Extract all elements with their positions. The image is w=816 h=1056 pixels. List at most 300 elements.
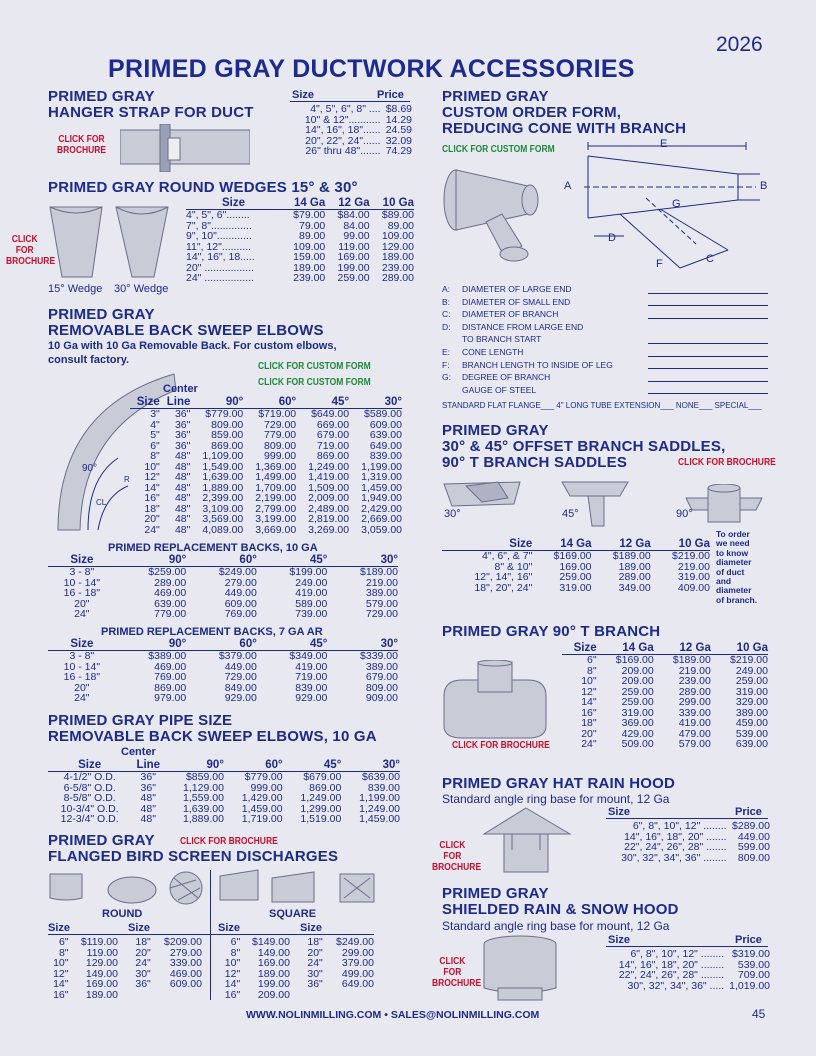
table-cell: 24" xyxy=(144,523,160,536)
table-cell: 12", 14", 16" xyxy=(474,571,533,583)
table-cell: 36" xyxy=(135,978,151,990)
table-cell: 649.00 xyxy=(369,439,402,452)
note-line: and xyxy=(716,576,732,587)
sweep-angle-label: 90° xyxy=(82,463,98,474)
table-cell: 8-5/8" O.D. xyxy=(63,792,116,804)
table-cell: $779.00 xyxy=(205,408,244,420)
table-row xyxy=(606,853,770,864)
column-header: 60° xyxy=(186,638,257,651)
table-cell: 1,549.00 xyxy=(202,460,244,473)
sweep-title-line1: PRIMED GRAY xyxy=(48,306,155,323)
definition-row xyxy=(442,296,772,309)
table-cell: 289.00 xyxy=(618,571,651,583)
definition-key: B: xyxy=(442,296,451,307)
table-cell: 24" xyxy=(581,738,597,750)
cone-image xyxy=(442,160,554,270)
table-cell: $649.00 xyxy=(311,408,350,420)
table-cell: 4,089.00 xyxy=(202,523,244,536)
table-cell: 249.00 xyxy=(295,576,328,589)
table-cell: 259.00 xyxy=(337,272,370,284)
table-cell: 4", 5", 6"........ xyxy=(186,209,250,221)
table-cell: 1,639.00 xyxy=(183,802,224,815)
sweep-desc-line2: consult factory. xyxy=(48,354,130,366)
pipe-title-line1: PRIMED GRAY PIPE SIZE xyxy=(48,712,233,729)
table-cell: 2,399.00 xyxy=(202,492,244,504)
hanger-brochure-link[interactable]: CLICK FOR BROCHURE xyxy=(56,134,107,156)
column-header: 12 Ga xyxy=(592,538,651,551)
table-cell: 469.00 xyxy=(169,967,202,980)
table-row xyxy=(130,430,402,441)
table-cell: 809.00 xyxy=(365,681,398,694)
table-cell: $589.00 xyxy=(364,408,402,420)
table-cell: 869.00 xyxy=(154,681,187,694)
tbranch-title: PRIMED GRAY 90° T BRANCH xyxy=(442,623,661,640)
table-row xyxy=(562,697,768,708)
table-cell: 169.00 xyxy=(85,978,118,990)
table-cell: 419.00 xyxy=(295,660,328,673)
table-cell: 30", 32", 34", 36" ........ xyxy=(621,851,727,864)
bird-square-label: SQUARE xyxy=(269,908,317,920)
column-header: Size xyxy=(186,197,281,210)
note-line: diameter xyxy=(716,557,752,568)
table-row xyxy=(290,125,412,136)
blank-fill-line[interactable] xyxy=(648,393,768,394)
note-line: of duct xyxy=(716,566,745,577)
table-cell: 18" xyxy=(307,936,323,948)
table-cell: 36" xyxy=(140,781,156,794)
wedges-brochure-link[interactable]: CLICK FOR BROCHURE xyxy=(6,234,56,267)
hat-size-header: Size xyxy=(608,806,631,818)
table-cell: 449.00 xyxy=(224,587,257,599)
column-header: Size xyxy=(130,396,160,409)
table-cell: 20" xyxy=(74,681,90,694)
footer-contact[interactable]: WWW.NOLINMILLING.COM • SALES@NOLINMILLING.COM xyxy=(246,1009,540,1021)
table-cell: $349.00 xyxy=(289,650,328,662)
blank-fill-line[interactable] xyxy=(648,381,768,382)
cone-letter-e: E xyxy=(660,138,668,150)
table-cell: $339.00 xyxy=(360,650,398,662)
table-cell: 5" xyxy=(150,429,160,441)
table-row xyxy=(48,814,400,825)
table-cell: 209.00 xyxy=(621,664,654,677)
table-row xyxy=(130,958,202,969)
table-header-row xyxy=(48,759,400,772)
table-cell: 84.00 xyxy=(343,219,370,232)
table-cell: 149.00 xyxy=(257,946,290,959)
table-cell: 169.00 xyxy=(257,957,290,969)
sweep-custom-form-link-1[interactable]: CLICK FOR CUSTOM FORM xyxy=(258,361,371,372)
table-cell: 12" xyxy=(144,471,160,483)
table-cell: 1,709.00 xyxy=(255,481,297,494)
table-cell: 809.00 xyxy=(264,439,297,452)
table-cell: 409.00 xyxy=(677,581,710,594)
table-cell: 469.00 xyxy=(154,587,187,599)
pipe-price-table xyxy=(48,759,400,825)
hat-price-table xyxy=(606,821,770,863)
table-cell: 299.00 xyxy=(341,946,374,959)
column-header: 30° xyxy=(341,759,400,772)
definition-row xyxy=(442,321,772,334)
table-cell: 48" xyxy=(174,471,191,483)
table-cell: 20" xyxy=(144,513,160,525)
table-cell: 809.00 xyxy=(211,418,244,431)
sweep-custom-form-link-2[interactable]: CLICK FOR CUSTOM FORM xyxy=(258,377,371,388)
column-header: 90° xyxy=(165,759,224,772)
column-header: 30° xyxy=(327,638,398,651)
definition-text: GAUGE OF STEEL xyxy=(462,384,537,395)
bird-title-line1: PRIMED GRAY xyxy=(48,832,155,849)
table-row xyxy=(130,525,402,536)
cone-letter-b: B xyxy=(760,180,768,192)
cone-definitions xyxy=(442,283,772,396)
table-cell: 609.00 xyxy=(224,597,257,610)
table-cell: 1,889.00 xyxy=(183,813,224,825)
table-cell: $219.00 xyxy=(730,654,768,666)
column-header: 45° xyxy=(257,638,328,651)
table-cell: 729.00 xyxy=(264,418,297,431)
table-cell: 12" xyxy=(53,967,69,980)
table-row xyxy=(562,655,768,666)
definition-key: G: xyxy=(442,372,451,383)
table-row xyxy=(130,451,402,462)
table-cell: 8" xyxy=(230,946,241,959)
table-cell: 1,429.00 xyxy=(241,792,283,804)
table-header-row xyxy=(186,197,414,210)
table-cell: 369.00 xyxy=(621,717,654,729)
blank-fill-line[interactable] xyxy=(648,356,768,357)
blank-fill-line[interactable] xyxy=(648,343,768,344)
pipe-center-label: Center xyxy=(121,746,156,758)
cone-title-line3: REDUCING CONE WITH BRANCH xyxy=(442,120,687,137)
table-row xyxy=(302,958,374,969)
pipe-title-line2: REMOVABLE BACK SWEEP ELBOWS, 10 GA xyxy=(48,728,377,745)
table-cell: 18" xyxy=(144,502,160,515)
bird-round-right-table xyxy=(130,937,202,990)
definition-text: DISTANCE FROM LARGE END xyxy=(462,321,584,332)
table-cell: 24" ................. xyxy=(186,272,254,284)
table-row xyxy=(606,970,770,981)
table-cell: 869.00 xyxy=(211,439,244,452)
table-cell: 48" xyxy=(174,460,191,473)
table-cell: 349.00 xyxy=(618,581,651,594)
column-header: 90° xyxy=(116,554,187,567)
saddles-brochure-link[interactable]: CLICK FOR BROCHURE xyxy=(678,457,776,468)
table-cell: 769.00 xyxy=(154,671,187,683)
table-cell: 769.00 xyxy=(224,608,257,620)
shield-price-table xyxy=(606,949,770,991)
cone-custom-form-link[interactable]: CLICK FOR CUSTOM FORM xyxy=(442,144,555,155)
shield-header-rule xyxy=(606,946,768,947)
table-cell: 48" xyxy=(174,513,191,525)
backs7-price-table xyxy=(48,638,398,704)
cone-letter-d: D xyxy=(608,232,616,244)
definition-key: C: xyxy=(442,309,451,320)
table-cell: 16 - 18" xyxy=(63,587,101,599)
table-cell: 999.00 xyxy=(264,450,297,462)
table-cell: 449.00 xyxy=(737,830,770,843)
shield-title-line1: PRIMED GRAY xyxy=(442,885,549,902)
saddles-title-line2: 30° & 45° OFFSET BRANCH SADDLES, xyxy=(442,438,726,455)
table-cell: 929.00 xyxy=(295,692,328,704)
note-line: to know xyxy=(716,547,749,558)
table-cell: 9", 10"............ xyxy=(186,230,252,242)
table-cell: 259.00 xyxy=(621,685,654,698)
table-cell: 189.00 xyxy=(293,261,326,274)
hanger-strap-image xyxy=(120,124,250,172)
column-header: Size xyxy=(48,638,116,651)
table-cell: 319.00 xyxy=(677,571,710,583)
column-header: Line xyxy=(131,759,165,772)
table-row xyxy=(48,599,398,610)
table-cell: 74.29 xyxy=(385,145,412,157)
table-cell: $779.00 xyxy=(244,771,283,783)
definition-text: TO BRANCH START xyxy=(462,334,542,345)
table-cell: 3" xyxy=(150,408,160,420)
table-cell: 129.00 xyxy=(381,240,414,253)
table-row xyxy=(186,210,414,221)
cone-letter-g: G xyxy=(672,198,681,210)
table-cell: 14", 16", 18", 20" ........ xyxy=(618,958,725,971)
bird-square-right-table xyxy=(302,937,374,990)
cone-letter-c: C xyxy=(706,253,714,265)
table-cell: 10" xyxy=(224,957,241,969)
definition-key: E: xyxy=(442,346,451,357)
table-cell: 18", 20", 24" xyxy=(474,581,533,594)
cone-letter-a: A xyxy=(564,180,572,192)
table-row xyxy=(130,937,202,948)
table-cell: 6", 8", 10", 12" ........ xyxy=(632,820,727,832)
table-row xyxy=(562,676,768,687)
hanger-header-rule xyxy=(290,101,410,102)
table-cell: 36" xyxy=(174,429,191,441)
wedge-30-caption: 30° Wedge xyxy=(114,283,169,295)
bird-square-images xyxy=(218,868,378,906)
table-cell: $119.00 xyxy=(80,936,118,948)
table-cell: 1,499.00 xyxy=(255,471,297,483)
table-cell: 419.00 xyxy=(295,587,328,599)
table-cell: 18" xyxy=(135,936,151,948)
sweep-price-table xyxy=(130,396,402,535)
table-cell: 779.00 xyxy=(264,429,297,441)
table-row xyxy=(606,949,770,960)
table-cell: $679.00 xyxy=(303,771,342,783)
table-cell: $79.00 xyxy=(293,209,326,221)
table-cell: 389.00 xyxy=(735,706,768,719)
table-cell: 14", 16", 18"...... xyxy=(305,124,381,136)
definition-text: BRANCH LENGTH TO INSIDE OF LEG xyxy=(462,359,613,370)
bird-brochure-link[interactable]: CLICK FOR BROCHURE xyxy=(180,836,278,847)
table-cell: 14.29 xyxy=(385,113,412,126)
tbranch-brochure-link[interactable]: CLICK FOR BROCHURE xyxy=(452,740,550,751)
definition-row xyxy=(442,359,772,372)
column-header: Size xyxy=(562,642,597,655)
table-cell: 3,669.00 xyxy=(255,523,297,536)
table-cell: 739.00 xyxy=(295,608,328,620)
table-cell: 48" xyxy=(174,492,191,504)
table-cell: $319.00 xyxy=(732,948,770,960)
bird-square-left-table xyxy=(220,937,290,1000)
table-cell: 319.00 xyxy=(559,581,592,594)
backs7-title: PRIMED REPLACEMENT BACKS, 7 GA AR xyxy=(101,626,323,638)
table-cell: 3,269.00 xyxy=(308,523,350,536)
table-cell: 639.00 xyxy=(735,738,768,750)
table-cell: 859.00 xyxy=(211,429,244,441)
table-cell: 469.00 xyxy=(154,660,187,673)
table-cell: 1,369.00 xyxy=(255,460,297,473)
table-row xyxy=(290,104,412,115)
sweep-cl-label: CL xyxy=(96,498,107,507)
table-row xyxy=(48,567,398,578)
hanger-price-header: Price xyxy=(377,89,404,101)
note-line: diameter xyxy=(716,585,752,596)
page-title: PRIMED GRAY DUCTWORK ACCESSORIES xyxy=(108,55,635,83)
note-line: To order xyxy=(716,529,750,539)
table-cell: 729.00 xyxy=(224,671,257,683)
sweep-center-label: Center xyxy=(163,383,198,395)
table-cell: 18" xyxy=(581,717,597,729)
table-cell: 20" xyxy=(307,946,323,959)
hat-brochure-link[interactable]: CLICK FOR BROCHURE xyxy=(432,840,482,873)
table-row xyxy=(302,937,374,948)
table-cell: $859.00 xyxy=(185,771,224,783)
table-row xyxy=(48,588,398,599)
table-row xyxy=(48,651,398,662)
column-header: 10 Ga xyxy=(370,197,414,210)
table-cell: 3,109.00 xyxy=(202,502,244,515)
table-cell: $189.00 xyxy=(672,654,711,666)
table-cell: 679.00 xyxy=(365,671,398,683)
table-cell: $639.00 xyxy=(362,771,400,783)
table-row xyxy=(48,693,398,704)
table-cell: 189.00 xyxy=(618,560,651,573)
table-cell: 279.00 xyxy=(224,576,257,589)
column-header: Line xyxy=(160,396,191,409)
table-cell: 709.00 xyxy=(737,969,770,981)
table-cell: 36" xyxy=(174,408,191,420)
table-cell: 339.00 xyxy=(169,957,202,969)
table-cell: 24" xyxy=(74,692,90,704)
column-header: 30° xyxy=(349,396,402,409)
table-cell: $249.00 xyxy=(218,566,257,578)
column-header: 45° xyxy=(283,759,342,772)
table-cell: 3,569.00 xyxy=(202,513,244,525)
hat-hood-image xyxy=(482,806,572,874)
table-cell: $169.00 xyxy=(553,550,592,562)
table-cell: 6" xyxy=(230,936,241,948)
table-row xyxy=(48,609,398,620)
blank-fill-line[interactable] xyxy=(648,318,768,319)
table-cell: 20", 22", 24"...... xyxy=(305,134,381,147)
table-cell: 3,059.00 xyxy=(361,523,402,536)
table-row xyxy=(186,273,414,284)
table-row xyxy=(562,739,768,750)
column-header: 12 Ga xyxy=(325,197,369,210)
table-cell: 6-5/8" O.D. xyxy=(63,781,116,794)
definition-key: A: xyxy=(442,284,451,294)
table-cell: 599.00 xyxy=(737,841,770,853)
table-cell: 20" ................. xyxy=(186,261,254,274)
shield-price-header: Price xyxy=(735,934,762,946)
cone-flange-options: STANDARD FLAT FLANGE___ 4" LONG TUBE EXTENSION___ NONE___ SPECIAL___ xyxy=(442,401,762,410)
shield-size-header: Size xyxy=(608,934,631,946)
table-cell: 16 - 18" xyxy=(63,671,101,683)
definition-row xyxy=(442,333,772,346)
table-cell: 30", 32", 34", 36" ..... xyxy=(627,979,725,992)
table-header-row xyxy=(48,554,398,567)
table-cell: 839.00 xyxy=(369,450,402,462)
table-cell: 16" xyxy=(224,988,241,1001)
table-row xyxy=(130,514,402,525)
column-header: 10 Ga xyxy=(651,538,710,551)
table-row xyxy=(186,252,414,263)
table-cell: 189.00 xyxy=(85,988,118,1001)
blank-fill-line[interactable] xyxy=(648,293,768,294)
backs10-price-table xyxy=(48,554,398,620)
blank-fill-line[interactable] xyxy=(648,305,768,306)
table-cell: 12-3/4" O.D. xyxy=(60,813,119,825)
table-cell: 14", 16", 18..... xyxy=(186,251,255,263)
table-row xyxy=(48,683,398,694)
table-cell: 119.00 xyxy=(86,946,118,959)
table-cell: 20" xyxy=(581,727,597,740)
table-cell: 149.00 xyxy=(85,967,118,980)
table-cell: 3,199.00 xyxy=(255,513,297,525)
shield-brochure-link[interactable]: CLICK FOR BROCHURE xyxy=(432,956,482,989)
table-cell: 6" xyxy=(58,936,69,948)
table-cell: 609.00 xyxy=(169,978,202,990)
table-cell: 7", 8".............. xyxy=(186,219,252,232)
table-row xyxy=(562,718,768,729)
table-cell: 4", 6", & 7" xyxy=(482,550,533,562)
table-cell: 16" xyxy=(581,706,597,719)
table-cell: 48" xyxy=(174,502,191,515)
table-cell: 6", 8", 10", 12" ........ xyxy=(630,948,725,960)
bird-round-label: ROUND xyxy=(102,908,143,920)
table-cell: 319.00 xyxy=(735,685,768,698)
table-header-row xyxy=(442,538,710,551)
sweep-title-line2: REMOVABLE BACK SWEEP ELBOWS xyxy=(48,322,324,339)
table-cell: 329.00 xyxy=(735,696,768,708)
table-cell: 319.00 xyxy=(621,706,654,719)
table-cell: 809.00 xyxy=(737,851,770,864)
column-header: 45° xyxy=(257,554,328,567)
table-cell: 2,429.00 xyxy=(361,502,402,515)
table-cell: $189.00 xyxy=(612,550,651,562)
table-row xyxy=(302,979,374,990)
column-header: 60° xyxy=(243,396,296,409)
bird-round-left-table xyxy=(48,937,118,1000)
table-cell: 719.00 xyxy=(295,671,328,683)
hat-title: PRIMED GRAY HAT RAIN HOOD xyxy=(442,775,676,792)
table-cell: 3 - 8" xyxy=(69,566,95,578)
column-header: 90° xyxy=(116,638,187,651)
wedge-15-caption: 15° Wedge xyxy=(48,283,103,295)
table-row xyxy=(130,409,402,420)
blank-fill-line[interactable] xyxy=(648,368,768,369)
table-cell: 22", 24", 26", 28" ........ xyxy=(618,969,725,981)
note-line: we need xyxy=(716,538,750,549)
table-row xyxy=(130,979,202,990)
table-cell: 14" xyxy=(144,481,160,494)
bird-divider xyxy=(210,870,211,1000)
table-cell: 48" xyxy=(174,481,191,494)
table-cell: 1,249.00 xyxy=(300,792,342,804)
table-header-row xyxy=(48,638,398,651)
table-cell: 169.00 xyxy=(559,560,592,573)
table-cell: 8" & 10" xyxy=(494,560,533,573)
definition-text: DIAMETER OF BRANCH xyxy=(462,309,559,320)
table-cell: 48" xyxy=(140,802,156,815)
